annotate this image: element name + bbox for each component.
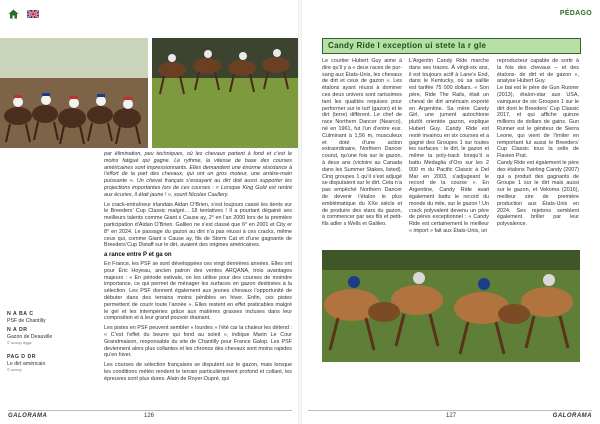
left-page-header — [0, 0, 300, 26]
rubric-label: PÉDAGO — [559, 10, 592, 17]
caption-psf: N A BA C PSF de Chantilly — [7, 311, 46, 324]
left-article-body — [104, 151, 292, 386]
brand-logo-left: GALORAMA — [8, 413, 48, 419]
page-number-left: 126 — [144, 413, 155, 419]
page-spine — [298, 0, 302, 424]
paragraph: Les pistes en PSF peuvent sembler « lourdes » l’été car la chaleur les détend : « C’est l’effet du beurre qui fond au soleil », indique Marin Le Cour Grandmaison, responsable du site de Chantilly pour France Galop. Les PSF deviennent alors plus collantes et les chronos des chevaux sont moins rapides qu’en hiver. — [104, 325, 292, 359]
footer-rule-right — [308, 410, 592, 411]
right-column-2: L’Argentin Candy Ride marche dans ses traces. À vingt-six ans, il est toujours actif à Lane’s End, dans le Kentucky, où sa saillie est tarifée 75 000 dollars. « Son père, Ride The Rails, était un cheval de dirt américain exporté en Argentine. Sa mère Candy Girl, une jument autochtone plutôt orientée gazon, explique Hubert Guy. Candy Ride est resté invaincu en six courses et a gagné des Groupes 1 sur toutes les surfaces : le dirt, le gazon et même la poly-track lorsqu’il a battu Medaglia d’Oro sur les 2 000 m du Pacific Classic à Del Mar en 2003, s’adjugeant le record de la course ». En Argentine, Candy Ride avait également battu le record du monde du mile, sur le gazon ! Un crack polyvalent devenu un père de pères exceptionnel : « Candy Ride est certainement le meilleur « import » fait aux États-Unis, un — [409, 58, 489, 234]
photo-turf-race — [152, 38, 298, 148]
footer-rule-left — [8, 410, 292, 411]
home-icon[interactable] — [8, 9, 19, 19]
paragraph: Le crack-entraîneur irlandais Aidan O’Brien, s’est toujours cassé les dents sur le Breeders’ Cup Classic malgré... 18 tentatives ! Il a pourtant dégainé ses meilleurs talents comme Giant s Cause ay, 2° en l’an 2000 lors de la première participation d’Aidan O’Brien. Galileo ne s’est classé que 6° en 2001 et City er 8° en 2024. Le passage du gazon au dirt n’a pas réussi à ces cracks, même ceux qui, comme Giant s Cause ay, fils de Storm Cat et d’une gagnante de Breeders’Cup Distaff sur le dirt, avaient des origines américaines. — [104, 201, 292, 249]
photo-psf-race — [0, 38, 148, 148]
paragraph: par élimination, peu techniques, où les chevaux partent à fond et c’est le moins fatigué qui gagne. Le rythme, la vitesse de base des courses américaines sont impressionnants. Elles demandent une énorme résistance à l’effort de la part des chevaux, qui ont un gros moteur, une arrière-main puissante ». Un cheval français s’essayant au dirt doit aussi supporter les projections importantes lors de ces courses : « Lorsque King Gold est rentré aux écuries, il était jaune ! », sourit Nicolas Caullery. — [104, 151, 292, 198]
page-number-right: 127 — [446, 413, 457, 419]
caption-gazon: N A DR Gazon de Deauville © scoop dyga — [7, 327, 53, 345]
photo-dirt-race — [322, 250, 580, 362]
right-column-3: reproducteur capable de sortir à la fois des chevaux – et des étalons- de dirt et de gazon », analyse Hubert Guy. Le bai est le père de Gun Runner (2013), étalon-star aux USA, vainqueur de six Groupes 1 sur le dirt dont le Breeders’ Cup Classic 2017, et qui affiche quinze millions de dollars de gains. Gun Runner est le géniteur de Sierra Leone, qui vient de l’imiter en remportant lui aussi le Breeders’ Cup Classic tous la selle de Flavien Prat. Candy Ride est également le père des étalons Twirling Candy (2007) qui a produit des gagnants de Groupe 1 sur le dirt mais aussi sur le gazon, et Vekoma (2016), meilleur sire de première production aux États-Unis en 2024. Ses rejetons semblent également briller par leur polyvalence. — [497, 58, 579, 228]
article-headline: Candy Ride l exception ui stete la r gle — [328, 41, 487, 50]
uk-flag-icon[interactable] — [27, 10, 39, 18]
paragraph: Les courses de sélection françaises se disputent sur le gazon, mais lorsque les conditions météo rendent le terrain particulièrement profond et collant, les épreuves sont plus dures. Alain de Royer-Dupré, qui — [104, 362, 292, 382]
brand-logo-right: GALORAMA — [552, 413, 592, 419]
caption-dirt: PAG D DR Le dirt américain © scoop — [7, 354, 46, 372]
section-heading: a rance entre P et ga on — [104, 252, 172, 259]
right-page-header — [300, 0, 600, 26]
right-column-1: Le courtier Hubert Guy aime à dire qu’il y a « deux races de pur-sang aux États-Unis, les chevaux de dirt et ceux de gazon ». Les étalons ayant réussi à dominer ces deux univers sont rarissimes tant les qualités requises pour performer sur le turf (gazon) et le dirt (terre) diffèrent. Le chef de race Northern Dancer (Nearco), né en 1961, fut l’un d’entre eux. Culminant à 1,56 m, musculeux et doté d’une action extraordinaire, Northern Dancer courut, qu’une fois sur le gazon, à deux ans (victoire au Canada dans les Summer Stakes, listed). Cinq groupes 1 qu’il s’est adjugé se disputaient sur le dirt. Cela n’a pas empêché Northern Dancer de devenir l’étalon le plus emblématique du XXe siècle et de produire des stars du gazon, à commencer par ses fils et petit-fils adler s Wells et Galileo. — [322, 58, 402, 228]
paragraph: En France, les PSF se sont développées ces vingt dernières années. Elles ont pour Éric Hoyeau, ancien patron des ventes ARQANA, trois avantages majeurs : « En période estivale, on les utilise pour des courses de moindre importance, ce qui permet de ménager les surfaces en gazon destinées à la sélection. Les PSF donnent également aux jeunes chevaux l’opportunité de débuter dans des terrains moins pénibles en hiver. Enfin, ces pistes permettent de courir toute l’année ». Elles restent en effet praticables malgré le gel et les intempéries grâce aux matières grasses incluses dans leur composition et à leur grand pouvoir drainant. — [104, 260, 292, 322]
